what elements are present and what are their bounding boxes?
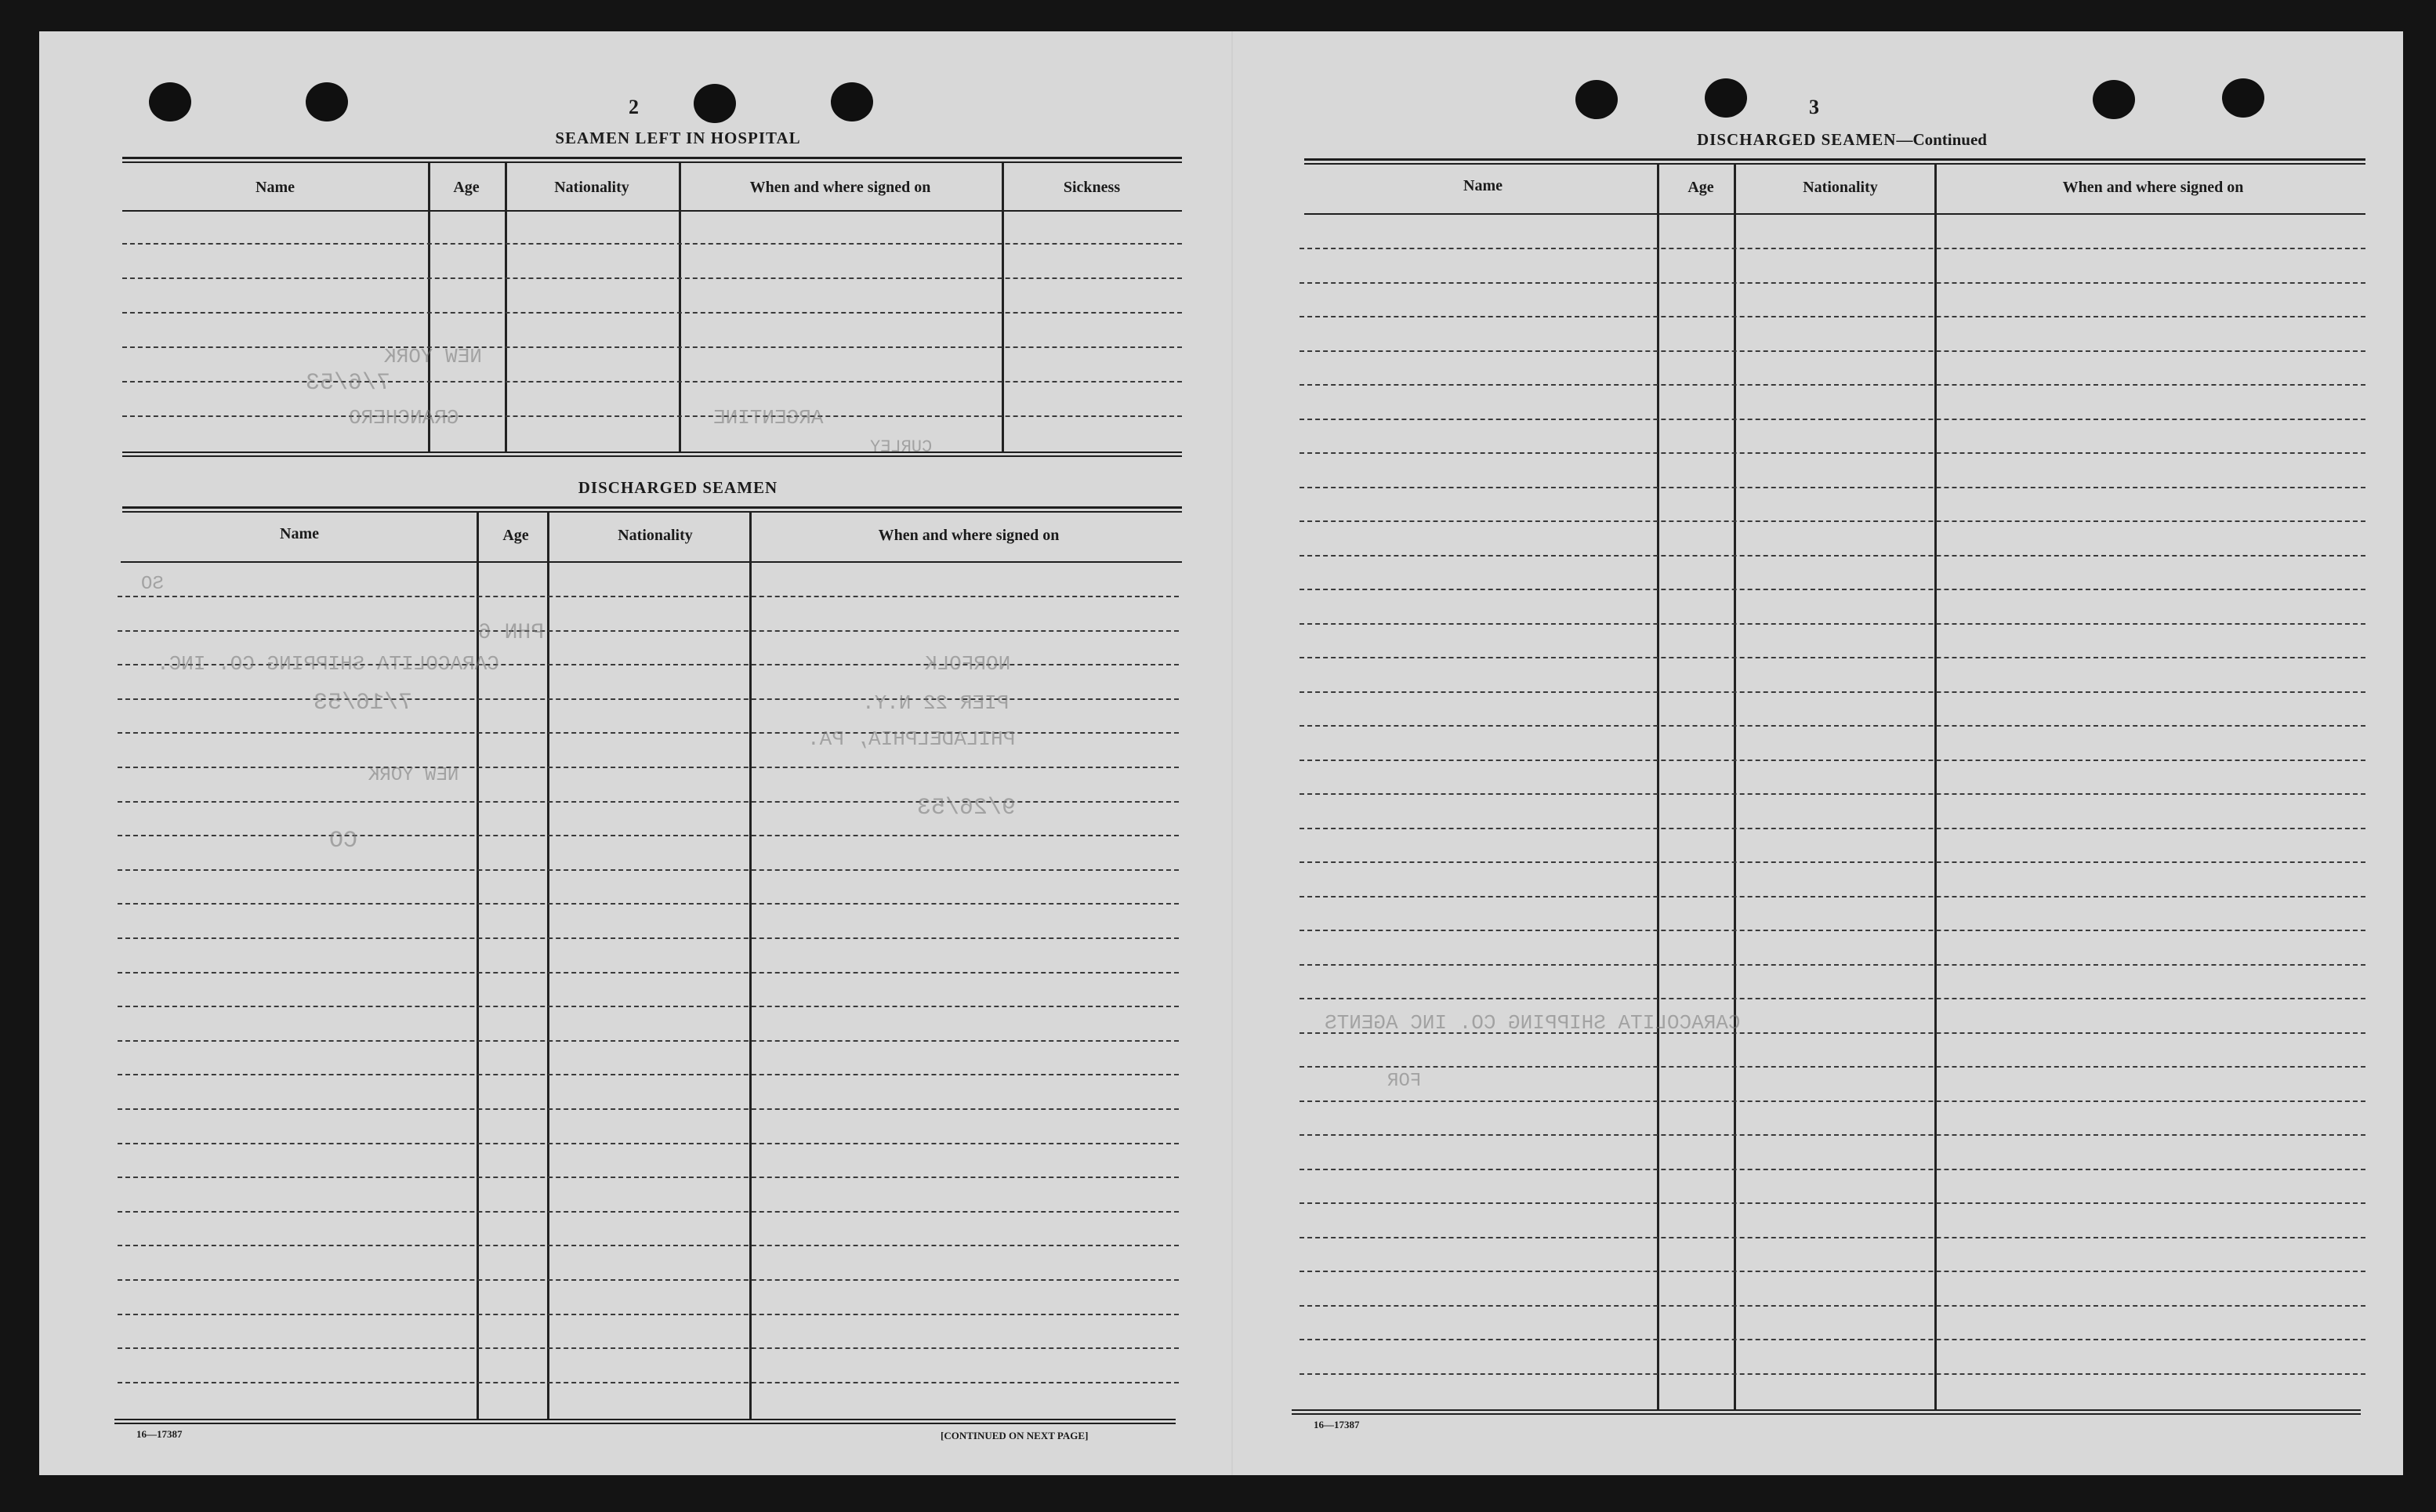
punch-hole <box>831 82 873 121</box>
column-divider <box>547 513 549 1420</box>
bleed-through-text: CO <box>329 828 358 854</box>
table-top-rule <box>122 161 1182 163</box>
table-top-rule <box>122 506 1182 509</box>
row-line <box>1300 896 2365 897</box>
row-line <box>1300 452 2365 454</box>
column-header-when-where: When and where signed on <box>749 179 931 196</box>
punch-hole <box>1575 80 1618 119</box>
row-line <box>1300 760 2365 761</box>
row-line <box>118 1006 1179 1007</box>
table-top-rule <box>122 511 1182 513</box>
row-line <box>118 869 1179 871</box>
table-bottom-rule <box>114 1419 1176 1420</box>
row-line <box>1300 419 2365 420</box>
column-header-nationality: Nationality <box>618 527 693 544</box>
row-line <box>118 835 1179 836</box>
row-line <box>1300 282 2365 284</box>
column-header-age: Age <box>453 179 480 196</box>
bleed-through-text: SO <box>141 574 164 595</box>
row-line <box>1300 861 2365 863</box>
bleed-through-text: NEW YORK <box>368 765 459 786</box>
row-line <box>118 1074 1179 1075</box>
row-line <box>1300 1373 2365 1375</box>
page-number: 3 <box>1809 96 1819 118</box>
continued-note: [CONTINUED ON NEXT PAGE] <box>941 1430 1089 1441</box>
column-header-name: Name <box>1463 177 1503 194</box>
row-line <box>1300 657 2365 658</box>
row-line <box>118 630 1179 632</box>
row-line <box>122 243 1182 245</box>
discharged-continued-title <box>1646 130 2038 150</box>
table-bottom-rule <box>1292 1409 2361 1411</box>
column-header-name: Name <box>280 525 319 542</box>
row-line <box>1300 725 2365 727</box>
page-number: 2 <box>629 96 639 118</box>
row-line <box>118 1108 1179 1110</box>
row-line <box>118 1279 1179 1281</box>
column-divider <box>679 163 681 453</box>
row-line <box>118 767 1179 768</box>
column-divider <box>1734 165 1736 1411</box>
row-line <box>118 1211 1179 1213</box>
column-header-when-where: When and where signed on <box>878 527 1060 544</box>
bleed-through-text: CURLEY <box>870 437 933 457</box>
row-line <box>1300 384 2365 386</box>
row-line <box>118 801 1179 803</box>
row-line <box>1300 1305 2365 1307</box>
punch-hole <box>2093 80 2135 119</box>
punch-hole <box>694 84 736 123</box>
column-header-nationality: Nationality <box>554 179 629 196</box>
punch-hole <box>149 82 191 121</box>
row-line <box>1300 930 2365 931</box>
row-line <box>1300 520 2365 522</box>
row-line <box>118 1040 1179 1042</box>
discharged-title-text: DISCHARGED SEAMEN <box>1697 130 1897 149</box>
document-sheet <box>39 31 2403 1475</box>
page-fold <box>1231 31 1233 1475</box>
row-line <box>122 346 1182 348</box>
column-divider <box>1002 163 1004 453</box>
bleed-through-text: PIER 22 N.Y. <box>862 691 1010 715</box>
header-bottom-rule <box>121 561 1182 563</box>
row-line <box>118 972 1179 974</box>
row-line <box>1300 623 2365 625</box>
row-line <box>1300 1100 2365 1102</box>
bleed-through-text: FOR <box>1387 1071 1422 1092</box>
row-line <box>1300 350 2365 352</box>
row-line <box>1300 964 2365 966</box>
row-line <box>1300 998 2365 999</box>
row-line <box>122 415 1182 417</box>
discharged-section-title: DISCHARGED SEAMEN <box>578 478 778 497</box>
header-bottom-rule <box>122 210 1182 212</box>
row-line <box>1300 793 2365 795</box>
table-bottom-rule <box>122 455 1182 457</box>
punch-hole <box>2222 78 2264 118</box>
column-header-age: Age <box>1687 179 1714 196</box>
row-line <box>1300 487 2365 488</box>
hospital-section-title: SEAMEN LEFT IN HOSPITAL <box>555 129 801 147</box>
row-line <box>118 1245 1179 1246</box>
table-top-rule <box>122 157 1182 159</box>
column-header-name: Name <box>256 179 295 196</box>
column-divider <box>477 513 479 1420</box>
bleed-through-text: NEW YORK <box>384 345 482 368</box>
row-line <box>118 1347 1179 1349</box>
form-number: 16—17387 <box>136 1428 183 1440</box>
column-divider <box>505 163 507 453</box>
bleed-through-text: 7/16/53 <box>314 690 413 716</box>
bleed-through-text: PHILADELPHIA, PA. <box>807 727 1016 751</box>
row-line <box>1300 555 2365 557</box>
bleed-through-text: NORFOLK <box>925 652 1011 676</box>
bleed-through-text: 7/6/53 <box>306 370 391 397</box>
continued-suffix: —Continued <box>1896 130 1987 149</box>
table-top-rule <box>1304 158 2365 161</box>
row-line <box>118 698 1179 700</box>
column-divider <box>749 513 752 1420</box>
row-line <box>118 596 1179 597</box>
table-top-rule <box>1304 163 2365 165</box>
row-line <box>1300 691 2365 693</box>
row-line <box>1300 1271 2365 1272</box>
row-line <box>1300 316 2365 317</box>
table-bottom-rule <box>1292 1413 2361 1415</box>
column-divider <box>1934 165 1937 1411</box>
row-line <box>118 1314 1179 1315</box>
row-line <box>1300 1202 2365 1204</box>
row-line <box>1300 589 2365 590</box>
bleed-through-text: CARACOLITA SHIPPING CO. INC AGENTS <box>1325 1011 1741 1035</box>
row-line <box>1300 1066 2365 1068</box>
row-line <box>1300 1237 2365 1238</box>
punch-hole <box>1705 78 1747 118</box>
column-header-age: Age <box>502 527 529 544</box>
row-line <box>118 1177 1179 1178</box>
row-line <box>122 277 1182 279</box>
bleed-through-text: PHN 6 <box>478 621 545 645</box>
bleed-through-text: GRANCHERO <box>349 406 459 430</box>
column-header-when-where: When and where signed on <box>2062 179 2244 196</box>
row-line <box>1300 248 2365 249</box>
row-line <box>122 312 1182 314</box>
row-line <box>118 1143 1179 1144</box>
form-number: 16—17387 <box>1314 1419 1360 1430</box>
row-line <box>118 1382 1179 1383</box>
column-divider <box>1657 165 1659 1411</box>
column-header-nationality: Nationality <box>1803 179 1878 196</box>
row-line <box>118 732 1179 734</box>
bleed-through-text: 9/26/53 <box>917 795 1017 821</box>
row-line <box>118 903 1179 905</box>
table-bottom-rule <box>122 451 1182 453</box>
bleed-through-text: ARGENTINE <box>713 406 824 430</box>
punch-hole <box>306 82 348 121</box>
row-line <box>122 381 1182 383</box>
column-header-sickness: Sickness <box>1063 179 1121 196</box>
table-bottom-rule <box>114 1423 1176 1424</box>
bleed-through-text: CARACOLITA SHIPPING CO. INC. <box>157 652 499 676</box>
row-line <box>1300 1169 2365 1170</box>
row-line <box>1300 828 2365 829</box>
row-line <box>1300 1134 2365 1136</box>
row-line <box>1300 1339 2365 1340</box>
header-bottom-rule <box>1304 213 2365 215</box>
row-line <box>118 937 1179 939</box>
